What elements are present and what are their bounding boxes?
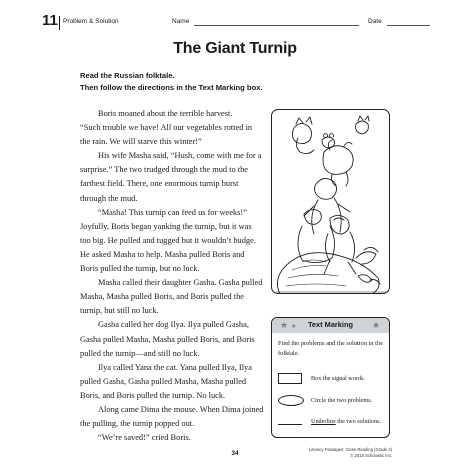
story-text — [80, 107, 264, 445]
underline-instruction — [278, 416, 386, 430]
story-paragraph: His wife Masha said, “Hush, come with me for a surprise.” The two trudged through the mud to the farthest field. There, one enormous turnip burst through the mud. — [80, 151, 262, 203]
star-icon: ★ — [372, 320, 381, 330]
story-paragraph: “Such trouble we have! All our vegetables rotted in the rain. We will starve this winter!” — [80, 123, 253, 147]
circle-symbol — [278, 395, 304, 406]
story-paragraph: Along came Dima the mouse. When Dima joined the pulling, the turnip popped out. — [80, 404, 264, 429]
lesson-type: Problem & Solution — [63, 18, 119, 25]
underline-word: Underline — [311, 418, 336, 425]
illustration-drawing — [272, 110, 390, 294]
credit-line-1: Literacy Passages: Close Reading (Grade 3) — [308, 447, 392, 452]
page-title: The Giant Turnip — [173, 40, 297, 57]
story-paragraph: Boris moaned about the terrible harvest. — [98, 109, 233, 118]
turnip-illustration — [271, 109, 390, 294]
girl-figure — [315, 178, 337, 199]
date-field-line — [387, 25, 430, 26]
underline-symbol — [278, 424, 302, 425]
date-label: Date — [368, 18, 382, 25]
lesson-number: 11 — [42, 12, 58, 29]
story-paragraph: “We’re saved!” cried Boris. — [98, 433, 191, 443]
credit-line-2: © 2018 Scholastic Inc. — [350, 452, 392, 458]
box-symbol — [278, 373, 302, 384]
cat-figure — [292, 117, 312, 144]
page-number: 34 — [231, 450, 239, 457]
story-paragraph: Masha called their daughter Gasha. Gasha pulled Masha, Masha pulled Boris, and Boris pulled the turnip, but still no luck. — [80, 278, 263, 316]
header-divider — [59, 16, 60, 30]
directions — [80, 70, 380, 94]
underline-instruction-text — [311, 418, 381, 425]
star-icon: ★ — [280, 320, 289, 330]
dog-figure — [323, 140, 353, 174]
directions-line-1: Read the Russian folktale. — [80, 71, 175, 80]
man-figure — [330, 215, 349, 234]
box-instruction — [278, 373, 386, 387]
circle-instruction — [278, 395, 386, 409]
story-paragraph: Gasha called her dog Ilya. Ilya pulled Gasha, Gasha pulled Masha, Masha pulled Boris, and Boris pulled the turnip—and still no luck. — [80, 320, 255, 358]
text-marking-box — [271, 317, 390, 438]
directions-line-2: Then follow the directions in the Text Marking box. — [80, 83, 263, 92]
story-paragraph: Ilya called Yana the cat. Yana pulled Ilya, Ilya pulled Gasha, Gasha pulled Masha, Masha pulled Boris, and Boris pulled the turnip. No luck. — [80, 362, 252, 400]
box-instruction-text: Box the signal words. — [311, 375, 365, 382]
name-field-line — [194, 25, 359, 26]
text-marking-instruction: Find the problems and the solution in the folktale. — [278, 340, 383, 357]
underline-rest: the two solutions. — [335, 418, 382, 425]
circle-instruction-text: Circle the two problems. — [311, 397, 373, 404]
name-label: Name — [172, 18, 190, 25]
text-marking-title: Text Marking — [307, 320, 354, 329]
star-icon: ★ — [291, 324, 297, 330]
worksheet-header — [42, 12, 430, 31]
credit-line — [300, 447, 392, 458]
story-paragraph: “Masha! This turnip can feed us for weeks!” Joyfully, Boris began yanking the turnip, but it was too big. He pulled and tugged but it wouldn’t budge. He asked Masha to help. Masha pulled Boris and Boris pulled the turnip, but no luck. — [80, 207, 256, 274]
